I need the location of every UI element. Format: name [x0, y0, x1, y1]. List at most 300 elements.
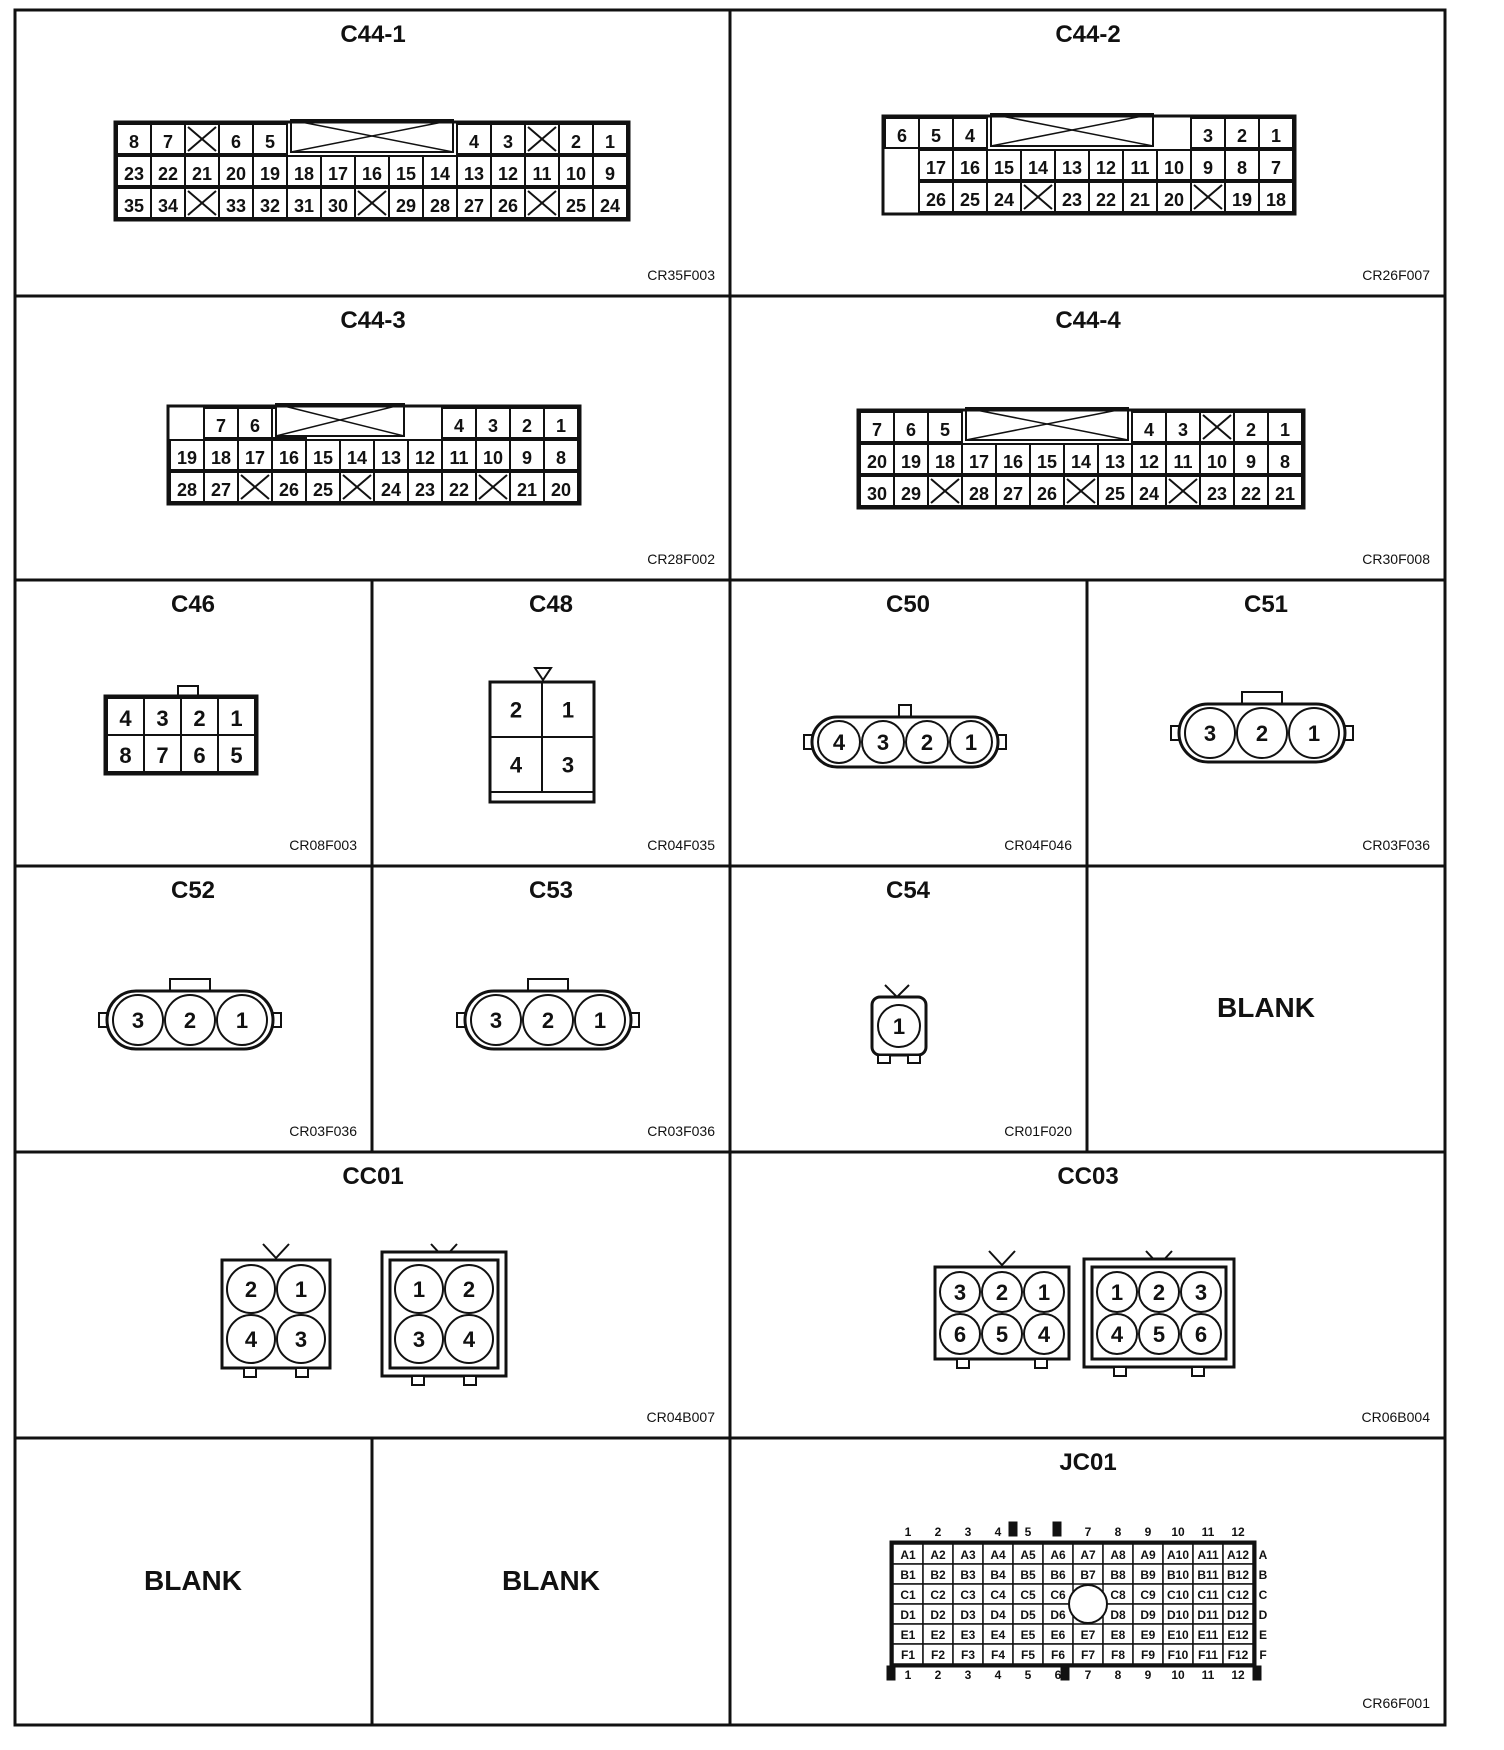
mounting-hole	[1069, 1585, 1107, 1623]
column-number: 7	[1084, 1668, 1092, 1682]
pin-label: 1	[1037, 1280, 1051, 1305]
pin-label: 3	[502, 132, 514, 152]
column-number: 3	[964, 1668, 972, 1682]
pin-label: 2	[462, 1277, 476, 1302]
column-number: 5	[1024, 1525, 1032, 1539]
pin-label: D5	[1020, 1608, 1036, 1622]
pin-label: 8	[1279, 452, 1291, 472]
pin-label: F8	[1110, 1648, 1126, 1662]
pin-label: 7	[162, 132, 174, 152]
panel-title-c48: C48	[528, 591, 574, 618]
drawing-code-c51: CR03F036	[1362, 837, 1430, 853]
pin-label: 17	[244, 448, 266, 468]
pin-label: D3	[960, 1608, 976, 1622]
connector-c44-4	[858, 408, 1304, 508]
pin-label: A1	[900, 1548, 916, 1562]
pin-label: 18	[293, 164, 315, 184]
row-letter: A	[1258, 1548, 1268, 1562]
pin-label: 28	[429, 196, 451, 216]
pin-label: 25	[312, 480, 334, 500]
pin-label: 23	[1206, 484, 1228, 504]
pin-label: 10	[1206, 452, 1228, 472]
pin-label: C11	[1197, 1588, 1219, 1602]
drawing-code-cc03: CR06B004	[1361, 1409, 1430, 1425]
pin-label: 2	[183, 1008, 197, 1033]
pin-label: 32	[259, 196, 281, 216]
pin-label: 13	[1061, 158, 1083, 178]
drawing-code-c46: CR08F003	[289, 837, 357, 853]
pin-label: 7	[215, 416, 227, 436]
pin-label: 16	[1002, 452, 1024, 472]
connector-c52	[99, 979, 281, 1049]
pin-label: 8	[119, 743, 132, 768]
pin-label: B2	[930, 1568, 946, 1582]
pin-label: 9	[604, 164, 616, 184]
terminal-foot	[957, 1359, 969, 1368]
pin-label: 2	[1245, 420, 1257, 440]
pin-label: D8	[1110, 1608, 1126, 1622]
pin-label: 8	[128, 132, 140, 152]
pin-label: F4	[990, 1648, 1006, 1662]
pin-label: 27	[1002, 484, 1024, 504]
pin-label: 2	[570, 132, 582, 152]
pin-label: 21	[1129, 190, 1151, 210]
pin-label: D10	[1166, 1608, 1190, 1622]
pin-label: E1	[900, 1628, 916, 1642]
key-marker	[1061, 1666, 1069, 1680]
connector-c44-3	[168, 404, 580, 504]
pin-label: 4	[1143, 420, 1155, 440]
pin-label: 21	[516, 480, 538, 500]
pin-label: 2	[920, 730, 934, 755]
pin-label: E11	[1197, 1628, 1219, 1642]
pin-label: 29	[395, 196, 417, 216]
pin-label: 19	[1231, 190, 1253, 210]
pin-label: A7	[1080, 1548, 1096, 1562]
pin-label: 10	[1163, 158, 1185, 178]
pin-label: 12	[1138, 452, 1160, 472]
panel-title-c44-1: C44-1	[340, 21, 406, 48]
pin-label: 25	[959, 190, 981, 210]
pin-label: 17	[925, 158, 947, 178]
pin-label: 12	[497, 164, 519, 184]
panel-title-c44-2: C44-2	[1055, 21, 1121, 48]
pin-label: 10	[482, 448, 504, 468]
pin-label: 11	[1173, 452, 1193, 472]
pin-label: D2	[930, 1608, 946, 1622]
pin-label: F12	[1227, 1648, 1249, 1662]
pin-label: F7	[1080, 1648, 1096, 1662]
pin-label: 19	[900, 452, 922, 472]
drawing-code-c48: CR04F035	[647, 837, 715, 853]
pin-label: F6	[1050, 1648, 1066, 1662]
panel-title-cc03: CC03	[1057, 1163, 1119, 1190]
pin-label: E4	[990, 1628, 1006, 1642]
pin-label: C1	[900, 1588, 916, 1602]
pin-label: 3	[131, 1008, 145, 1033]
orientation-mark-icon	[989, 1251, 1015, 1265]
pin-label: E9	[1140, 1628, 1156, 1642]
pin-label: 1	[1307, 721, 1321, 746]
pin-label: A8	[1110, 1548, 1126, 1562]
column-number: 12	[1231, 1525, 1245, 1539]
pin-label: 18	[210, 448, 232, 468]
pin-label: 2	[509, 697, 523, 723]
pin-label: 13	[463, 164, 485, 184]
pin-label: C8	[1110, 1588, 1126, 1602]
drawing-code-c54: CR01F020	[1004, 1123, 1072, 1139]
column-number: 1	[904, 1525, 912, 1539]
pin-label: 23	[414, 480, 436, 500]
pin-label: 18	[1265, 190, 1287, 210]
pin-label: 22	[157, 164, 179, 184]
pin-label: 26	[925, 190, 947, 210]
pin-label: 4	[1110, 1322, 1124, 1347]
pin-label: 1	[1110, 1280, 1124, 1305]
pin-label: 9	[521, 448, 533, 468]
pin-label: 3	[1202, 126, 1214, 146]
pin-label: 20	[550, 480, 572, 500]
pin-label: 6	[896, 126, 908, 146]
pin-label: 26	[1036, 484, 1058, 504]
panel-title-c44-3: C44-3	[340, 307, 406, 334]
pin-label: 9	[1202, 158, 1214, 178]
terminal-foot	[464, 1376, 476, 1385]
pin-label: B7	[1080, 1568, 1096, 1582]
pin-label: E5	[1020, 1628, 1036, 1642]
pin-label: 6	[193, 743, 206, 768]
panel-title-c53: C53	[528, 877, 574, 904]
pin-label: 26	[278, 480, 300, 500]
orientation-arrow-icon	[535, 668, 551, 680]
pin-label: C12	[1226, 1588, 1250, 1602]
row-letter: B	[1258, 1568, 1268, 1582]
grid-frame	[15, 10, 1445, 1725]
pin-label: 5	[930, 126, 942, 146]
pin-label: 14	[346, 448, 368, 468]
pin-label: 18	[934, 452, 956, 472]
pin-label: 6	[230, 132, 242, 152]
pin-label: 28	[968, 484, 990, 504]
pin-label: 20	[225, 164, 247, 184]
pin-label: F10	[1167, 1648, 1189, 1662]
pin-label: 3	[1203, 721, 1217, 746]
pin-label: 3	[876, 730, 890, 755]
pin-label: 15	[993, 158, 1015, 178]
pin-label: 25	[565, 196, 587, 216]
pin-label: 25	[1104, 484, 1126, 504]
connector-cc01	[222, 1244, 506, 1385]
row-letter: D	[1258, 1608, 1268, 1622]
pin-label: 22	[1240, 484, 1262, 504]
panel-title-c50: C50	[885, 591, 931, 618]
pin-label: 13	[1104, 452, 1126, 472]
drawing-code-c52: CR03F036	[289, 1123, 357, 1139]
pin-label: 1	[235, 1008, 249, 1033]
pin-label: 1	[1279, 420, 1291, 440]
pin-label: E2	[930, 1628, 946, 1642]
pin-label: 15	[395, 164, 417, 184]
pin-label: 17	[327, 164, 349, 184]
pin-label: 24	[1138, 484, 1160, 504]
column-number: 9	[1144, 1525, 1152, 1539]
pin-label: B1	[900, 1568, 916, 1582]
pin-label: B6	[1050, 1568, 1066, 1582]
pin-label: 20	[1163, 190, 1185, 210]
pin-label: 6	[249, 416, 261, 436]
pin-label: 2	[193, 706, 206, 731]
pin-label: C3	[960, 1588, 976, 1602]
pin-label: 7	[871, 420, 883, 440]
terminal-foot	[244, 1368, 256, 1377]
column-number: 1	[904, 1668, 912, 1682]
key-marker	[887, 1666, 895, 1680]
pin-label: C4	[990, 1588, 1006, 1602]
connector-c46	[105, 686, 257, 774]
panel-title-c46: C46	[170, 591, 216, 618]
pin-label: A5	[1020, 1548, 1036, 1562]
pin-label: B4	[990, 1568, 1006, 1582]
pin-label: C2	[930, 1588, 946, 1602]
pin-label: 34	[157, 196, 179, 216]
connector-c48	[490, 668, 594, 802]
pin-label: 27	[463, 196, 485, 216]
pin-label: 3	[489, 1008, 503, 1033]
column-number: 11	[1201, 1668, 1215, 1682]
pin-label: 2	[541, 1008, 555, 1033]
pin-label: 2	[995, 1280, 1009, 1305]
pin-label: 3	[156, 706, 169, 731]
drawing-code-cc01: CR04B007	[646, 1409, 715, 1425]
pin-label: 24	[599, 196, 621, 216]
pin-label: 17	[968, 452, 990, 472]
panel-title-cc01: CC01	[342, 1163, 404, 1190]
pin-label: A9	[1140, 1548, 1156, 1562]
pin-label: 3	[294, 1327, 308, 1352]
column-number: 4	[994, 1668, 1002, 1682]
pin-label: B12	[1226, 1568, 1250, 1582]
pin-label: 2	[244, 1277, 258, 1302]
drawing-code-c44-2: CR26F007	[1362, 267, 1430, 283]
connector-cc03	[935, 1251, 1234, 1376]
drawing-code-c44-1: CR35F003	[647, 267, 715, 283]
pin-label: B10	[1166, 1568, 1190, 1582]
row-letter: C	[1258, 1588, 1268, 1602]
pin-label: 33	[225, 196, 247, 216]
pin-label: 1	[892, 1014, 906, 1039]
column-number: 11	[1201, 1525, 1215, 1539]
terminal-foot	[1114, 1367, 1126, 1376]
panel-title-c54: C54	[885, 877, 931, 904]
orientation-mark-icon	[885, 985, 909, 997]
column-number: 2	[934, 1525, 942, 1539]
connector-c53	[457, 979, 639, 1049]
pin-label: 4	[964, 126, 976, 146]
pin-label: 3	[1194, 1280, 1208, 1305]
panel-title-c44-4: C44-4	[1055, 307, 1121, 334]
pin-label: 6	[1194, 1322, 1208, 1347]
pin-label: D9	[1140, 1608, 1156, 1622]
pin-label: B11	[1197, 1568, 1219, 1582]
pin-label: F11	[1197, 1648, 1219, 1662]
column-number: 10	[1171, 1525, 1185, 1539]
pin-label: 9	[1245, 452, 1257, 472]
pin-label: 22	[448, 480, 470, 500]
pin-label: F2	[930, 1648, 946, 1662]
pin-label: 4	[468, 132, 480, 152]
pin-label: 1	[561, 697, 575, 723]
column-number: 10	[1171, 1668, 1185, 1682]
pin-label: 22	[1095, 190, 1117, 210]
pin-label: 19	[176, 448, 198, 468]
panel-title-c51: C51	[1243, 591, 1289, 618]
pin-label: 1	[593, 1008, 607, 1033]
pin-label: 23	[123, 164, 145, 184]
pin-label: E8	[1110, 1628, 1126, 1642]
pin-label: 3	[487, 416, 499, 436]
terminal-foot	[1192, 1367, 1204, 1376]
panel-title-c52: C52	[170, 877, 216, 904]
pin-label: 3	[1177, 420, 1189, 440]
pin-label: 19	[259, 164, 281, 184]
pin-label: F9	[1140, 1648, 1156, 1662]
column-number: 5	[1024, 1668, 1032, 1682]
drawing-code-c53: CR03F036	[647, 1123, 715, 1139]
column-number: 2	[934, 1668, 942, 1682]
pin-label: 21	[1274, 484, 1296, 504]
column-number: 4	[994, 1525, 1002, 1539]
column-number: 8	[1114, 1668, 1122, 1682]
blank-label: BLANK	[502, 1565, 600, 1596]
pin-label: 3	[412, 1327, 426, 1352]
pin-label: 35	[123, 196, 145, 216]
blank-label: BLANK	[1217, 992, 1315, 1023]
column-number: 12	[1231, 1668, 1245, 1682]
pin-label: 2	[1236, 126, 1248, 146]
key-marker	[1253, 1666, 1261, 1680]
pin-label: 11	[449, 448, 469, 468]
pin-label: 5	[1152, 1322, 1166, 1347]
pin-label: F3	[960, 1648, 976, 1662]
pin-label: 28	[176, 480, 198, 500]
pin-label: 4	[832, 730, 846, 755]
pin-label: 1	[604, 132, 616, 152]
pin-label: 13	[380, 448, 402, 468]
pin-label: A12	[1226, 1548, 1250, 1562]
pin-label: A10	[1166, 1548, 1190, 1562]
pin-label: 4	[1037, 1322, 1051, 1347]
pin-label: 31	[293, 196, 315, 216]
pin-label: A11	[1197, 1548, 1219, 1562]
terminal-foot	[412, 1376, 424, 1385]
pin-label: A3	[960, 1548, 976, 1562]
pin-label: B5	[1020, 1568, 1036, 1582]
pin-label: 29	[900, 484, 922, 504]
pin-label: 27	[210, 480, 232, 500]
pin-label: 5	[939, 420, 951, 440]
column-number: 3	[964, 1525, 972, 1539]
pin-label: 15	[1036, 452, 1058, 472]
pin-label: 14	[1070, 452, 1092, 472]
pin-label: F5	[1020, 1648, 1036, 1662]
pin-label: E7	[1080, 1628, 1096, 1642]
pin-label: A4	[990, 1548, 1006, 1562]
pin-label: 6	[953, 1322, 967, 1347]
pin-label: 5	[995, 1322, 1009, 1347]
pin-label: 16	[361, 164, 383, 184]
pin-label: 26	[497, 196, 519, 216]
connector-jc01	[887, 1522, 1268, 1682]
column-number: 8	[1114, 1525, 1122, 1539]
key-marker	[1009, 1522, 1017, 1536]
connector-c54	[872, 985, 926, 1063]
pin-label: E6	[1050, 1628, 1066, 1642]
pin-label: C5	[1020, 1588, 1036, 1602]
pin-label: 1	[555, 416, 567, 436]
pin-label: 21	[191, 164, 213, 184]
pin-label: 30	[866, 484, 888, 504]
pin-label: 4	[119, 706, 132, 731]
pin-label: 7	[1270, 158, 1282, 178]
connector-c44-1	[115, 120, 629, 220]
pin-label: 4	[244, 1327, 258, 1352]
pin-label: 12	[1095, 158, 1117, 178]
column-number: 6	[1054, 1668, 1062, 1682]
pin-label: 24	[993, 190, 1015, 210]
pin-label: D6	[1050, 1608, 1066, 1622]
pin-label: B9	[1140, 1568, 1156, 1582]
pin-label: 5	[230, 743, 243, 768]
pin-label: 8	[1236, 158, 1248, 178]
pin-label: A6	[1050, 1548, 1066, 1562]
pin-label: 16	[959, 158, 981, 178]
pin-label: 24	[380, 480, 402, 500]
pin-label: B3	[960, 1568, 976, 1582]
drawing-code-c44-3: CR28F002	[647, 551, 715, 567]
pin-label: D12	[1226, 1608, 1250, 1622]
pin-label: 4	[453, 416, 465, 436]
connector-c44-2	[883, 114, 1295, 214]
pin-label: 1	[1270, 126, 1282, 146]
terminal-foot	[878, 1055, 890, 1063]
pin-label: 8	[555, 448, 567, 468]
column-number: 7	[1084, 1525, 1092, 1539]
pin-label: 3	[953, 1280, 967, 1305]
pin-label: 1	[294, 1277, 308, 1302]
pin-label: 10	[565, 164, 587, 184]
drawing-code-c50: CR04F046	[1004, 837, 1072, 853]
pin-label: D11	[1197, 1608, 1219, 1622]
pin-label: 14	[1027, 158, 1049, 178]
pin-label: 4	[462, 1327, 476, 1352]
pin-label: 7	[156, 743, 169, 768]
pin-label: 12	[414, 448, 436, 468]
column-number: 9	[1144, 1668, 1152, 1682]
row-letter: F	[1259, 1648, 1267, 1662]
pin-label: 23	[1061, 190, 1083, 210]
pin-label: 11	[1130, 158, 1150, 178]
drawing-code-c44-4: CR30F008	[1362, 551, 1430, 567]
pin-label: F1	[900, 1648, 916, 1662]
pin-label: 20	[866, 452, 888, 472]
pin-label: E10	[1167, 1628, 1189, 1642]
pin-label: 2	[1152, 1280, 1166, 1305]
pin-label: D4	[990, 1608, 1006, 1622]
pin-label: D1	[900, 1608, 916, 1622]
pin-label: 4	[509, 752, 523, 778]
pin-label: B8	[1110, 1568, 1126, 1582]
pin-label: 14	[429, 164, 451, 184]
